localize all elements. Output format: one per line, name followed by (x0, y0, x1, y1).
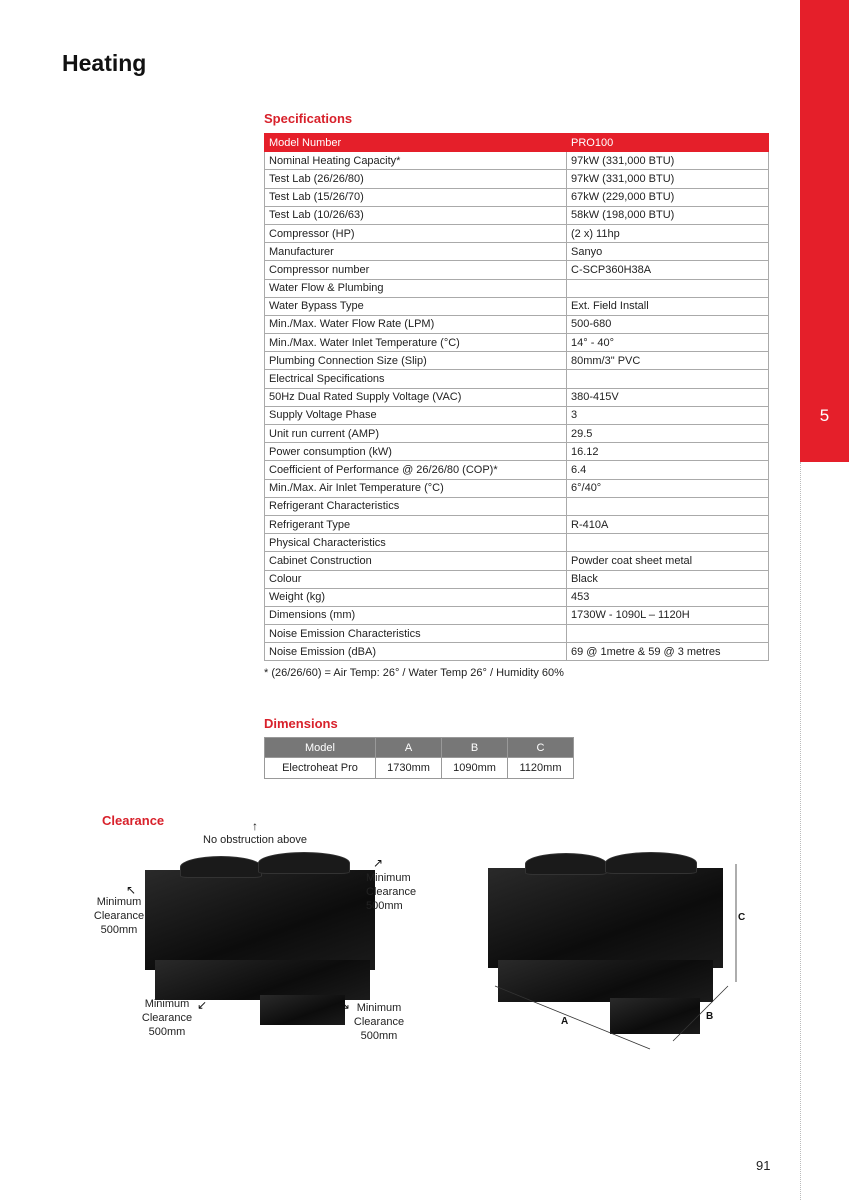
row-value: 69 @ 1metre & 59 @ 3 metres (567, 643, 769, 661)
row-label: Compressor number (265, 261, 567, 279)
chapter-number: 5 (819, 406, 830, 425)
arrow-nw-icon: ↖ (126, 883, 137, 897)
row-label: Test Lab (26/26/80) (265, 170, 567, 188)
specifications-heading: Specifications (264, 111, 353, 126)
row-label: Noise Emission Characteristics (265, 625, 567, 643)
row-label: 50Hz Dual Rated Supply Voltage (VAC) (265, 388, 567, 406)
dim-label-c: C (738, 912, 746, 923)
clearance-heading: Clearance (102, 813, 165, 828)
col-c: C (508, 738, 574, 758)
row-value: R-410A (567, 515, 769, 533)
row-value: Ext. Field Install (567, 297, 769, 315)
row-value: 97kW (331,000 BTU) (567, 152, 769, 170)
row-value: 14° - 40° (567, 334, 769, 352)
clearance-label-bottom-right: Minimum Clearance 500mm (353, 1002, 405, 1042)
row-value: 6°/40° (567, 479, 769, 497)
row-label: Electrical Specifications (265, 370, 567, 388)
header-value: PRO100 (567, 134, 769, 152)
row-value: 97kW (331,000 BTU) (567, 170, 769, 188)
header-label: Model Number (265, 134, 567, 152)
arrow-sw-icon: ↙ (197, 998, 208, 1012)
row-value: Black (567, 570, 769, 588)
footnote: * (26/26/60) = Air Temp: 26° / Water Temp 26° / Humidity 60% (264, 667, 564, 679)
col-b: B (442, 738, 508, 758)
row-label: Physical Characteristics (265, 534, 567, 552)
col-a: A (376, 738, 442, 758)
row-label: Colour (265, 570, 567, 588)
row-value: 380-415V (567, 388, 769, 406)
row-label: Refrigerant Characteristics (265, 497, 567, 515)
dim-label-a: A (561, 1016, 569, 1027)
row-value: 453 (567, 588, 769, 606)
arrow-se-icon: ↘ (340, 998, 351, 1012)
no-obstruction-label: No obstruction above (203, 834, 307, 846)
col-model: Model (265, 738, 376, 758)
row-label: Min./Max. Water Inlet Temperature (°C) (265, 334, 567, 352)
row-label: Water Flow & Plumbing (265, 279, 567, 297)
row-value: Powder coat sheet metal (567, 552, 769, 570)
row-value: 67kW (229,000 BTU) (567, 188, 769, 206)
row-value: 6.4 (567, 461, 769, 479)
row-value: C-SCP360H38A (567, 261, 769, 279)
row-label: Dimensions (mm) (265, 606, 567, 624)
row-label: Manufacturer (265, 243, 567, 261)
row-label: Refrigerant Type (265, 515, 567, 533)
row-value: 500-680 (567, 315, 769, 333)
b-cell: 1090mm (442, 758, 508, 779)
arrow-up-icon: ↑ (252, 819, 258, 833)
row-label: Compressor (HP) (265, 224, 567, 242)
row-label: Test Lab (10/26/63) (265, 206, 567, 224)
row-value: 1730W - 1090L – 1120H (567, 606, 769, 624)
row-label: Weight (kg) (265, 588, 567, 606)
row-value: Sanyo (567, 243, 769, 261)
row-label: Nominal Heating Capacity* (265, 152, 567, 170)
row-label: Noise Emission (dBA) (265, 643, 567, 661)
row-label: Test Lab (15/26/70) (265, 188, 567, 206)
row-value: 58kW (198,000 BTU) (567, 206, 769, 224)
page-number: 91 (756, 1158, 771, 1173)
clearance-label-left: Minimum Clearance 500mm (93, 896, 145, 936)
clearance-label-right: Minimum Clearance 500mm (366, 872, 417, 912)
row-label: Supply Voltage Phase (265, 406, 567, 424)
row-value: 29.5 (567, 425, 769, 443)
row-label: Min./Max. Air Inlet Temperature (°C) (265, 479, 567, 497)
row-label: Plumbing Connection Size (Slip) (265, 352, 567, 370)
row-label: Power consumption (kW) (265, 443, 567, 461)
a-cell: 1730mm (376, 758, 442, 779)
arrow-ne-icon: ↗ (373, 856, 384, 870)
row-value: 3 (567, 406, 769, 424)
row-label: Cabinet Construction (265, 552, 567, 570)
row-label: Water Bypass Type (265, 297, 567, 315)
row-label: Min./Max. Water Flow Rate (LPM) (265, 315, 567, 333)
model-cell: Electroheat Pro (265, 758, 376, 779)
row-label: Coefficient of Performance @ 26/26/80 (COP)* (265, 461, 567, 479)
row-label: Unit run current (AMP) (265, 425, 567, 443)
row-value: (2 x) 11hp (567, 224, 769, 242)
row-value: 80mm/3" PVC (567, 352, 769, 370)
clearance-label-bottom-left: Minimum Clearance 500mm (141, 998, 193, 1038)
row-value: 16.12 (567, 443, 769, 461)
c-cell: 1120mm (508, 758, 574, 779)
dim-label-b: B (706, 1011, 714, 1022)
dimensions-heading: Dimensions (264, 716, 338, 731)
page-title: Heating (62, 50, 147, 76)
